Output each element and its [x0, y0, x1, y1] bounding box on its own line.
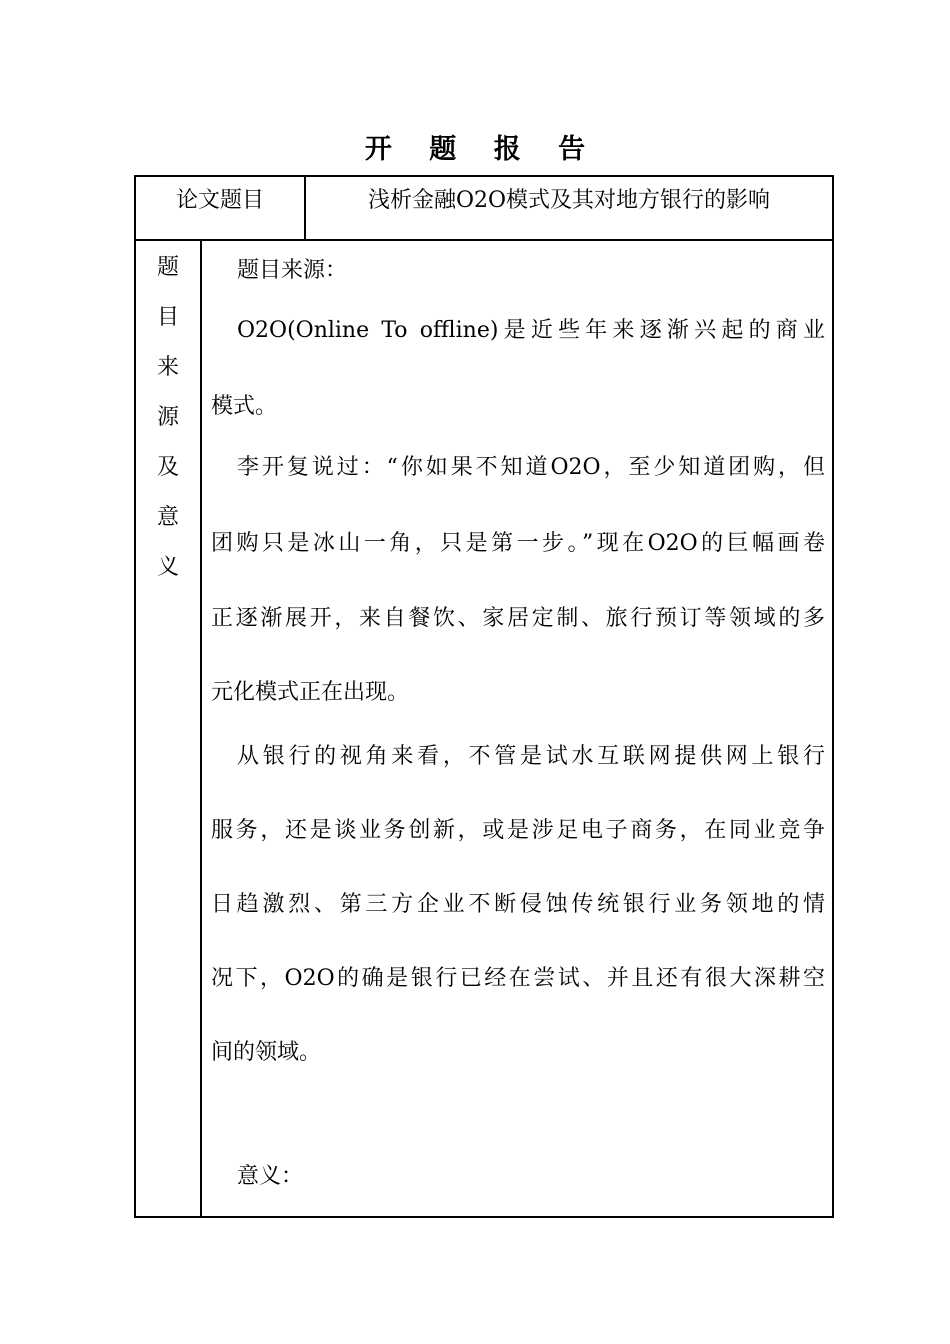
section-label-char: 及 [156, 455, 179, 480]
body-line: 正逐渐展开，来自餐饮、家居定制、旅行预订等领域的多 [211, 606, 825, 631]
body-line: 题目来源： [237, 258, 348, 283]
page-title: 开 题 报 告 [364, 134, 600, 165]
body-line: 服务，还是谈业务创新，或是涉足电子商务，在同业竞争 [211, 818, 825, 843]
body-line: 元化模式正在出现。 [211, 680, 410, 705]
section-label-char: 目 [156, 305, 179, 330]
section-label-char: 来 [156, 355, 179, 380]
body-line: 间的领域。 [211, 1040, 322, 1065]
body-line: O2O(Online To offline)是近些年来逐渐兴起的商业 [237, 318, 825, 343]
body-line: 意义： [237, 1164, 304, 1189]
section-label-char: 意 [156, 505, 179, 530]
body-line [211, 1102, 825, 1152]
body-line: 日趋激烈、第三方企业不断侵蚀传统银行业务领地的情 [211, 892, 825, 917]
body-line: 模式。 [211, 394, 278, 419]
section-label-source-and-significance [136, 243, 200, 593]
section-label-char: 源 [156, 405, 179, 430]
thesis-title-label: 论文题目 [175, 188, 264, 213]
body-line: 团购只是冰山一角，只是第一步。”现在O2O的巨幅画卷 [211, 531, 825, 556]
section-label-char: 义 [156, 555, 179, 580]
body-line: 李开复说过：“你如果不知道O2O，至少知道团购，但 [237, 455, 825, 480]
side-column-divider [200, 239, 202, 1218]
thesis-title-value: 浅析金融O2O模式及其对地方银行的影响 [367, 188, 771, 213]
body-line: 从银行的视角来看，不管是试水互联网提供网上银行 [237, 744, 825, 769]
section-label-char: 题 [156, 255, 179, 280]
body-line: 况下，O2O的确是银行已经在尝试、并且还有很大深耕空 [211, 966, 825, 991]
